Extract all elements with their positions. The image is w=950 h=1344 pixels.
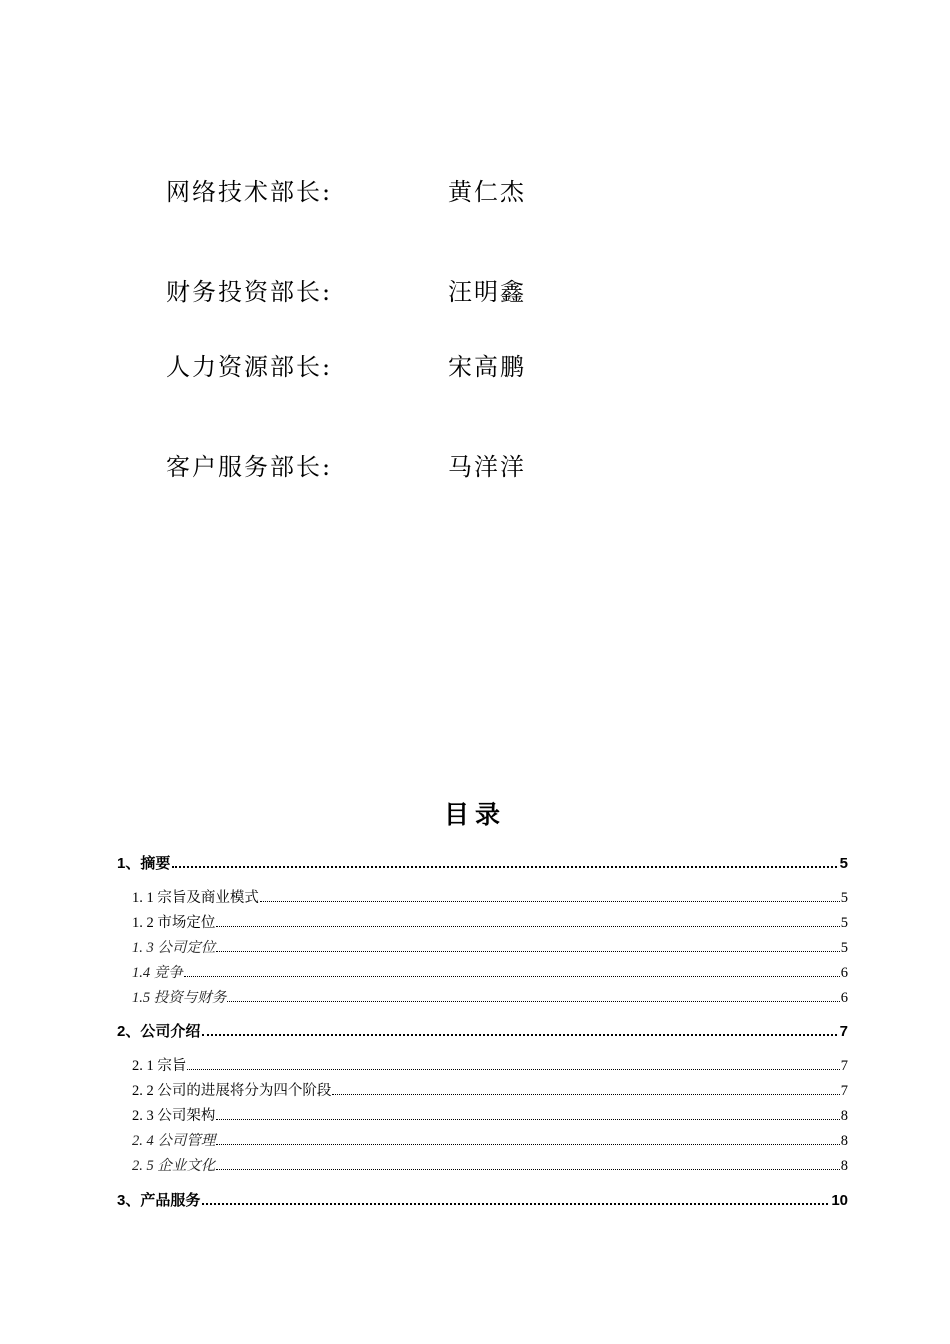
toc-page-number: 10	[831, 1192, 848, 1209]
toc-page-number: 5	[840, 940, 848, 956]
toc-page-number: 5	[840, 915, 848, 931]
toc-entry-level-2[interactable]	[132, 961, 848, 981]
toc-entry-label: 2. 1 宗旨	[132, 1058, 187, 1074]
toc-dot-leader	[216, 1107, 839, 1120]
toc-dot-leader	[216, 939, 839, 952]
toc-dot-leader	[260, 889, 840, 902]
toc-entry-level-2[interactable]	[132, 1104, 848, 1124]
toc-page-number: 8	[840, 1133, 848, 1149]
toc-entry-level-1[interactable]	[117, 852, 848, 874]
toc-entry-level-2[interactable]	[132, 911, 848, 931]
toc-page-number: 7	[840, 1058, 848, 1074]
toc-entry-level-2[interactable]	[132, 1054, 848, 1074]
toc-entry-label: 1. 3 公司定位	[132, 940, 216, 956]
toc-page-number: 8	[840, 1158, 848, 1174]
toc-dot-leader	[202, 1023, 836, 1036]
toc-dot-leader	[332, 1082, 839, 1095]
role-row	[166, 275, 766, 309]
role-person-name: 汪明鑫	[448, 278, 526, 306]
role-person-name: 马洋洋	[448, 453, 526, 481]
role-row	[166, 175, 766, 209]
toc-dot-leader	[202, 1192, 828, 1205]
toc-entry-level-2[interactable]	[132, 1154, 848, 1174]
toc-dot-leader	[227, 989, 840, 1002]
role-row	[166, 350, 766, 384]
role-title: 人力资源部长:	[166, 353, 333, 381]
toc-dot-leader	[216, 914, 839, 927]
toc-page-number: 7	[839, 1023, 848, 1040]
toc-entry-label: 3、产品服务	[117, 1192, 201, 1209]
toc-entry-level-1[interactable]	[117, 1020, 848, 1042]
role-row	[166, 450, 766, 484]
role-title: 客户服务部长:	[166, 453, 333, 481]
toc-page-number: 5	[840, 890, 848, 906]
toc-entry-level-2[interactable]	[132, 936, 848, 956]
role-person-name: 宋高鹏	[448, 353, 526, 381]
toc-title: 目录	[443, 800, 506, 829]
toc-entry-label: 1. 1 宗旨及商业模式	[132, 890, 259, 906]
toc-page-number: 6	[840, 965, 848, 981]
toc-entry-level-2[interactable]	[132, 986, 848, 1006]
toc-page-number: 8	[840, 1108, 848, 1124]
toc-dot-leader	[172, 855, 836, 868]
toc-entry-level-1[interactable]	[117, 1189, 848, 1211]
toc-entry-label: 1. 2 市场定位	[132, 915, 216, 931]
toc-entry-level-2[interactable]	[132, 1129, 848, 1149]
toc-entry-label: 2. 4 公司管理	[132, 1133, 216, 1149]
toc-entry-level-2[interactable]	[132, 886, 848, 906]
toc-entry-label: 2. 5 企业文化	[132, 1158, 216, 1174]
role-person-name: 黄仁杰	[448, 178, 526, 206]
toc-entry-level-2[interactable]	[132, 1079, 848, 1099]
role-title: 财务投资部长:	[166, 278, 333, 306]
toc-dot-leader	[216, 1157, 839, 1170]
toc-dot-leader	[187, 1057, 839, 1070]
toc-page-number: 6	[840, 990, 848, 1006]
toc-entry-label: 1.4 竞争	[132, 965, 183, 981]
toc-dot-leader	[184, 964, 840, 977]
toc-page-number: 7	[840, 1083, 848, 1099]
toc-entry-label: 2. 3 公司架构	[132, 1108, 216, 1124]
toc-entry-label: 2、公司介绍	[117, 1023, 201, 1040]
toc-entry-label: 1.5 投资与财务	[132, 990, 227, 1006]
toc-entry-label: 2. 2 公司的进展将分为四个阶段	[132, 1083, 332, 1099]
toc-dot-leader	[216, 1132, 839, 1145]
role-title: 网络技术部长:	[166, 178, 333, 206]
toc-page-number: 5	[839, 855, 848, 872]
toc-entry-label: 1、摘要	[117, 855, 171, 872]
